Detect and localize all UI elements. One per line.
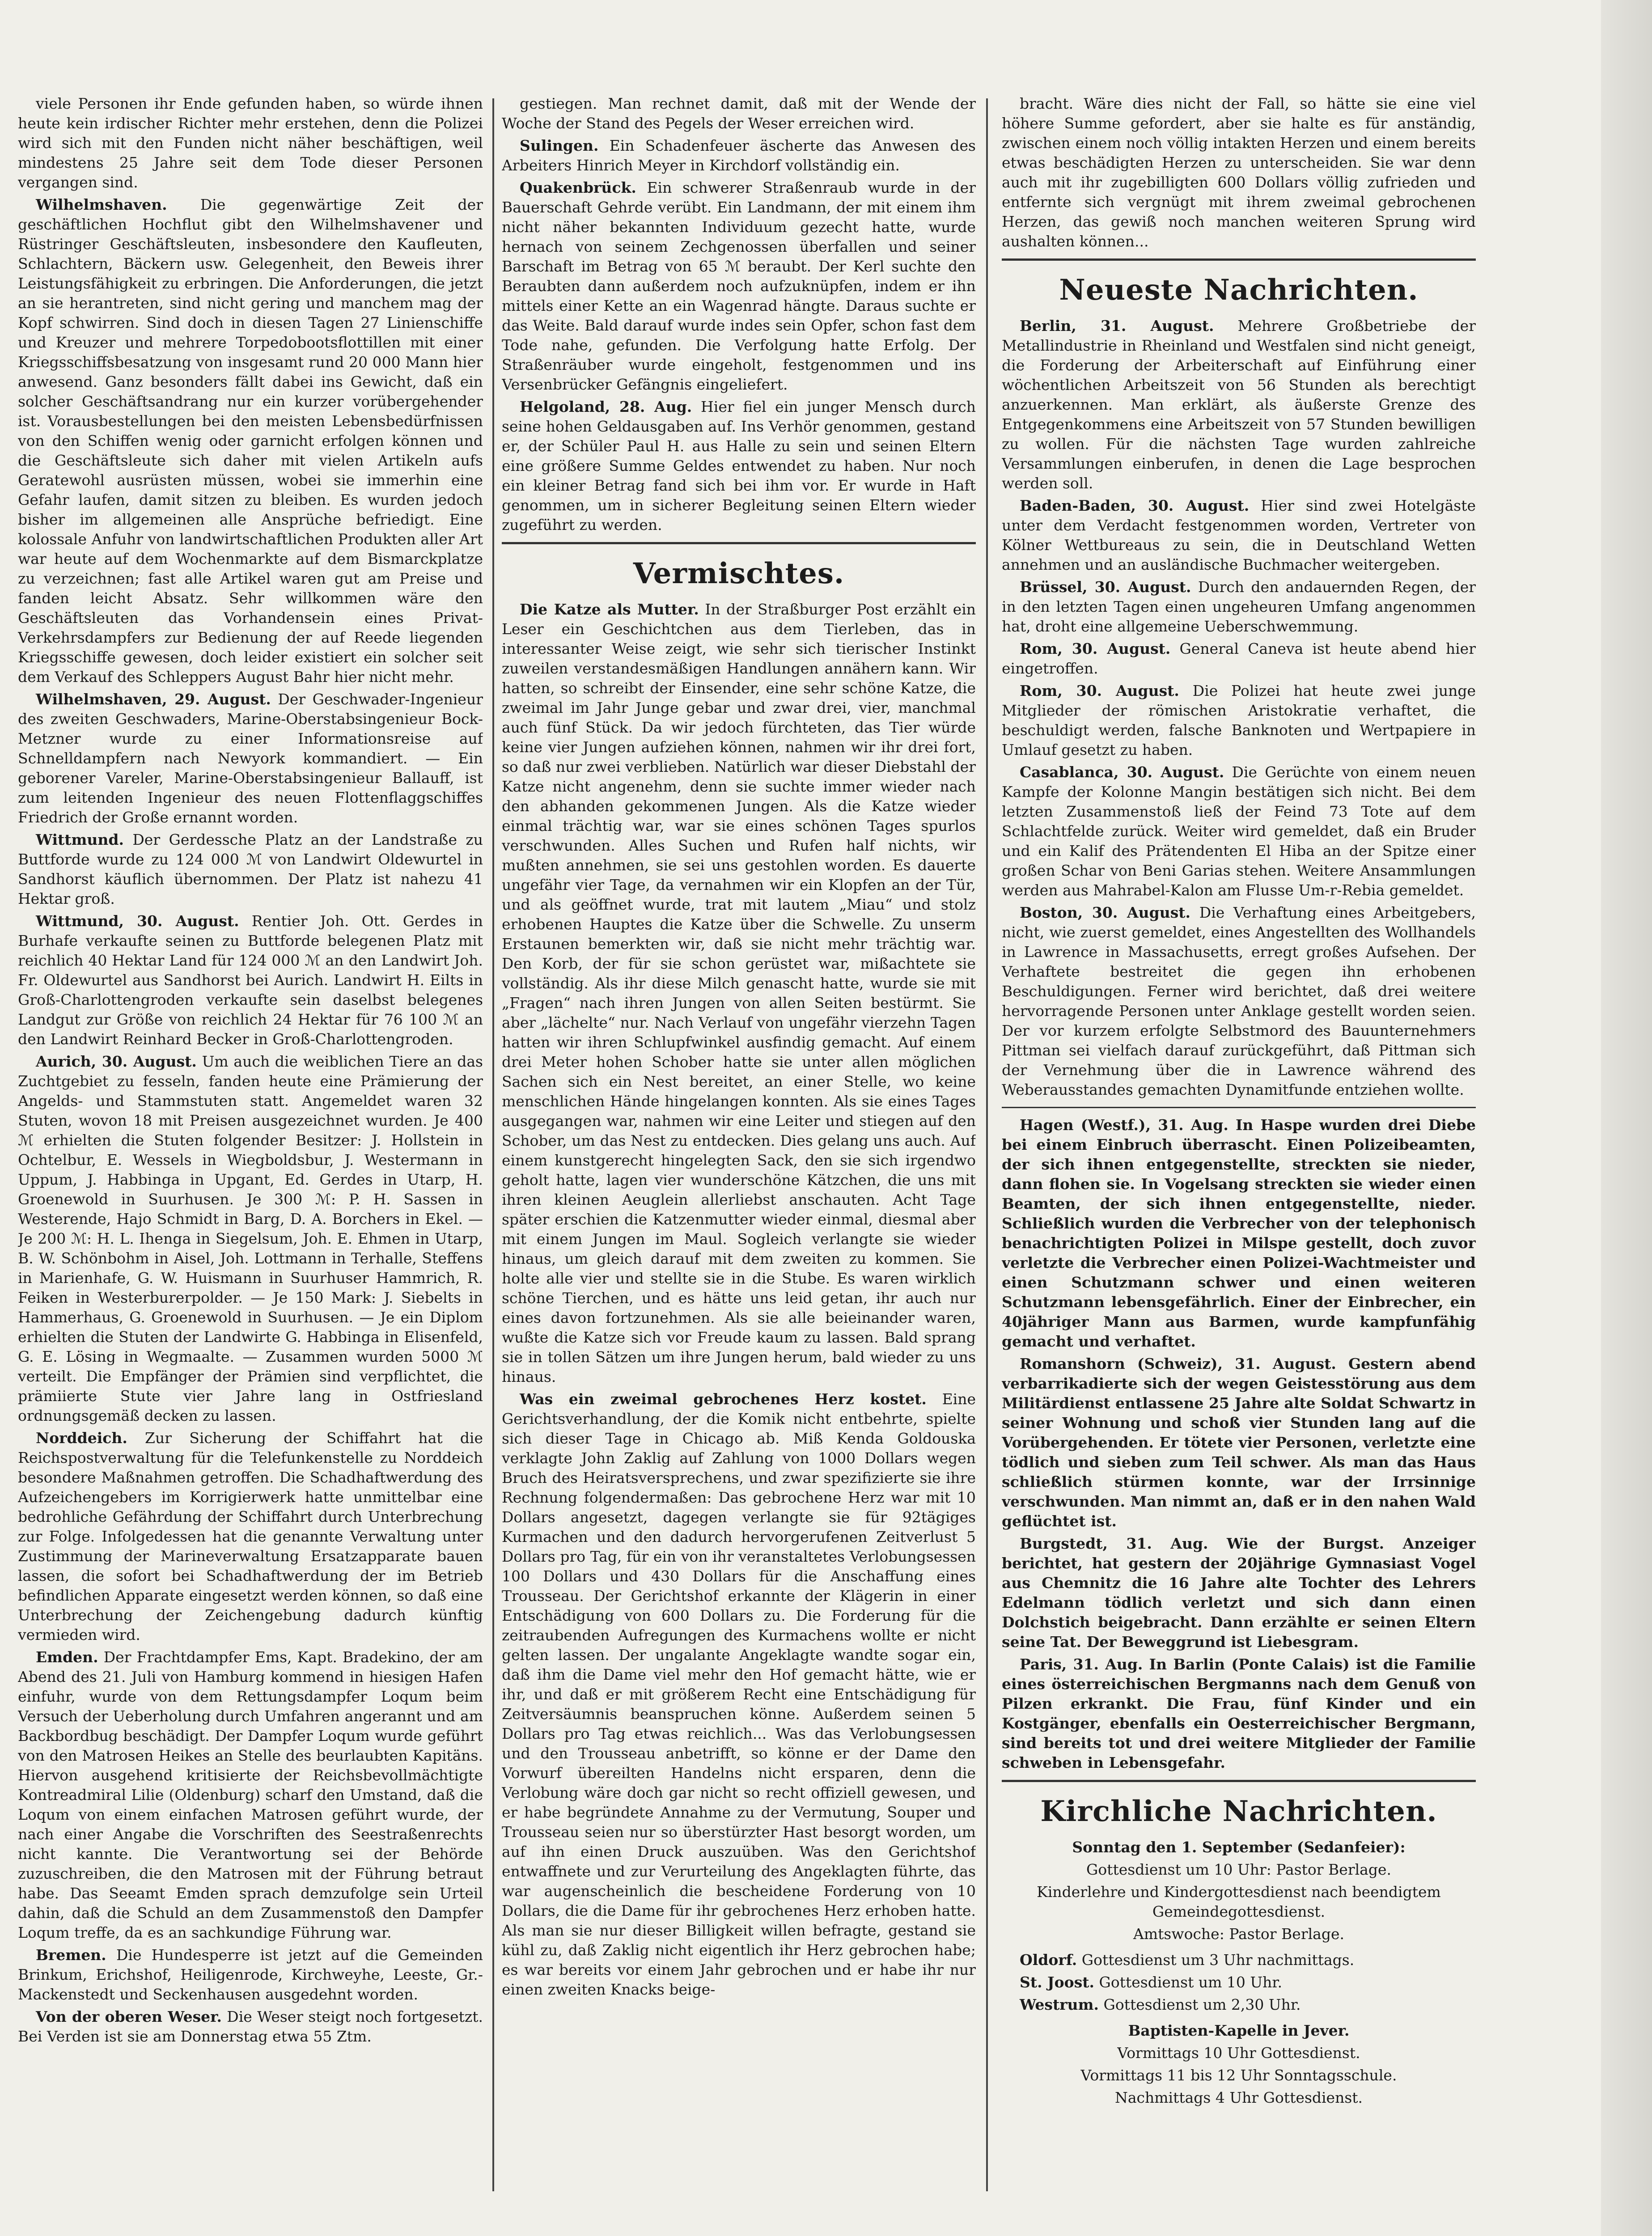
article-text: Die Weser steigt noch fortgesetzt. Bei Verden ist sie am Donnerstag etwa 55 Ztm. <box>18 2008 483 2045</box>
article-text: Ein Schadenfeuer äscherte das Anwesen des Arbeiters Hinrich Meyer in Kirchdorf vollständig ein. <box>502 137 976 174</box>
article-dateline: Norddeich. <box>36 1429 127 1447</box>
article-paragraph <box>1002 762 1476 900</box>
vermischtes-articles <box>502 600 976 1999</box>
article-text: Durch den andauernden Regen, der in den letzten Tagen einen ungeheuren Umfang angenommen hat, droht eine allgemeine Ueberschwemmung. <box>1002 578 1476 635</box>
article-text: Der Gerdessche Platz an der Landstraße zu Buttforde wurde zu 124 000 ℳ von Landwirt Oldewurtel in Sandhorst käuflich übernommen. Der Platz ist nahezu 41 Hektar groß. <box>18 831 483 907</box>
article-dateline: Sulingen. <box>520 137 599 154</box>
article-paragraph <box>1002 903 1476 1100</box>
article-paragraph <box>502 178 976 394</box>
article-text: In Barlin (Ponte Calais) ist die Familie eines österreichischen Bergmanns nach dem Genuß von Pilzen erkrankt. Die Frau, fünf Kinder und ein Kostgänger, ebenfalls ein Oesterreichischer Bergmann, sind bereits tot und drei weitere Mitglieder der Familie schweben in Lebensgefahr. <box>1002 1656 1476 1771</box>
article-paragraph <box>18 1052 483 1426</box>
section-divider <box>502 542 976 544</box>
article-dateline: Brüssel, 30. August. <box>1020 578 1191 596</box>
article-text: Ein schwerer Straßenraub wurde in der Bauerschaft Gehrde verübt. Ein Landmann, der mit einem ihm nicht näher bekannten Individuum gezecht hatte, wurde hernach von seinem Zechgenossen überfallen und seiner Barschaft im Betrag von 65 ℳ beraubt. Der Kerl suchte den Beraubten dann außerdem noch aufzuknüpfen, indem er ihn mittels einer Kette an ein Wagenrad hängte. Daraus suchte er das Weite. Bald darauf wurde indes sein Opfer, schon fast dem Tode nahe, gefunden. Die Verfolgung hatte Erfolg. Der Straßenräuber wurde eingeholt, festgenommen und ins Versenbrücker Gefängnis eingeliefert. <box>502 179 976 393</box>
article-paragraph <box>502 397 976 535</box>
article-dateline: Wilhelmshaven, 29. August. <box>36 690 271 708</box>
article-dateline: Baden-Baden, 30. August. <box>1020 497 1250 514</box>
service-line: Vormittags 10 Uhr Gottesdienst. <box>1117 2044 1360 2062</box>
column-divider-2 <box>986 98 988 2191</box>
article-paragraph <box>1002 316 1476 493</box>
schedule-row <box>1020 1995 1476 2015</box>
article-text: Hier sind zwei Hotelgäste unter dem Verdacht festgenommen worden, Vertreter von Kölner Wettbureaus zu sein, die in Deutschland Wetten annehmen und an ausländische Buchmacher weitergeben. <box>1002 497 1476 573</box>
article-dateline: Paris, 31. Aug. <box>1020 1656 1143 1673</box>
article-dateline: Aurich, 30. August. <box>36 1053 197 1070</box>
regional-news-continued <box>502 94 976 535</box>
article-dateline: Berlin, 31. August. <box>1020 317 1214 335</box>
article-paragraph <box>1002 94 1476 251</box>
article-paragraph <box>1002 496 1476 575</box>
article-text: Die Gerüchte von einem neuen Kampfe der Kolonne Mangin bestätigen sich nicht. Bei dem letzten Zusammenstoß ließ der Feind 73 Tote auf dem Schlachtfelde zurück. Weiter wird gemeldet, daß ein Bruder und ein Kalif des Prätendenten El Hiba an der Spitze einer großen Schar von Beni Garias stehen. Weitere Ansammlungen werden aus Mahrabel-Kalon am Flusse Um-r-Rebia gemeldet. <box>1002 763 1476 899</box>
article-text: bracht. Wäre dies nicht der Fall, so hätte sie eine viel höhere Summe gefordert, aber sie halte es für anständig, zwischen einem noch völlig intakten Herzen und einem bereits etwas beschädigten Herzen zu unterscheiden. Sie war denn auch mit ihr zugebilligten 600 Dollars völlig zufrieden und entfernte sich vergnügt mit ihrem zweimal gebrochenen Herzen, das gewiß noch manchen weiteren Sprung wird aushalten können... <box>1002 95 1476 250</box>
article-text: In der Straßburger Post erzählt ein Leser ein Geschichtchen aus dem Tierleben, das in interessanter Weise zeigt, wie sehr sich tierischer Instinkt zuweilen verstandesmäßigen Handlungen annähern kann. Wir hatten, so schreibt der Einsender, eine sehr schöne Katze, die zweimal im Jahr Junge gebar und zwar drei, vier, manchmal auch fünf Stück. Da wir jedoch fürchteten, das Tier würde keine vier Jungen aufziehen können, nahmen wir ihr drei fort, so daß nur zwei verblieben. Natürlich war dieser Diebstahl der Katze nicht angenehm, denn sie suchte immer wieder nach den abhanden gekommenen Jungen. Als die Katze wieder einmal trächtig war, war sie eines schönen Tages spurlos verschwunden. Alles Suchen und Rufen half nichts, wir mußten annehmen, sie sei uns gestohlen worden. Es dauerte ungefähr vier Tage, da vernahmen wir ein Klopfen an der Tür, und als geöffnet wurde, trat mit lautem „Miau“ und stolz erhobenen Hauptes die Katze über die Schwelle. Zu unserm Erstaunen bemerkten wir, daß sie nicht mehr trächtig war. Den Korb, der für sie schon gerüstet war, mißachtete sie vollständig. Als ihr diese Milch genascht hatte, wurde sie mit „Fragen“ nach ihren Jungen von allen Seiten bestürmt. Sie aber „lächelte“ nur. Nach Verlauf von ungefähr vierzehn Tagen hatten wir ihren Schlupfwinkel ausfindig gemacht. Auf einem drei Meter hohen Schober hatte sie unter allen möglichen Sachen sich ein Nest bereitet, an einer Stelle, wo keine menschlichen Hände hingelangen konnten. Als sie eines Tages ausgegangen war, nahmen wir eine Leiter und stiegen auf den Schober, um das Nest zu entdecken. Dies gelang uns auch. Auf einem kunstgerecht hingelegten Sack, den sie sich irgendwo geholt hatte, lagen vier wunderschöne Kätzchen, die uns mit ihren kleinen Aeuglein allerliebst anschauten. Acht Tage später erschien die Katzenmutter wieder einmal, diesmal aber mit einem Jungen im Maul. Sogleich verlangte sie wieder hinaus, um gleich darauf mit dem zweiten zu kommen. Sie holte alle vier und stellte sie in die Stube. Es waren wirklich schöne Tierchen, und es hätte uns leid getan, ihr auch nur eines davon fortzunehmen. Als sie alle beieinander waren, wußte die Katze sich vor Freude kaum zu lassen. Bald sprang sie in tollen Sätzen um ihre Jungen herum, bald wieder zu uns hinaus. <box>502 601 976 1385</box>
schedule-time: Gottesdienst um 2,30 Uhr. <box>1098 1996 1301 2013</box>
article-text: Gestern abend verbarrikadierte sich der wegen Geistesstörung aus dem Militärdienst entlassene 25 Jahre alte Soldat Schwartz in seiner Wohnung und schoß vier Stunden lang auf die Vorübergehenden. Er tötete vier Personen, verletzte eine tödlich und sieben zum Teil schwer. Als man das Haus schließlich stürmen konnte, war der Irrsinnige verschwunden. Man nimmt an, daß er in den nahen Wald geflüchtet ist. <box>1002 1355 1476 1530</box>
service-line: Nachmittags 4 Uhr Gottesdienst. <box>1114 2089 1363 2106</box>
schedule-time: Gottesdienst um 3 Uhr nachmittags. <box>1077 1951 1355 1969</box>
section-divider <box>1002 258 1476 261</box>
article-paragraph <box>1002 1534 1476 1652</box>
article-paragraph <box>1002 1655 1476 1773</box>
article-text: Um auch die weiblichen Tiere an das Zuchtgebiet zu fesseln, fanden heute eine Prämierung der Angelds- und Stammstuten statt. Angemeldet waren 32 Stuten, wovon 18 mit Preisen ausgezeichnet wurden. Je 400 ℳ erhielten die Stuten folgender Besitzer: J. Hollstein in Ochtelbur, E. Wessels in Wiegboldsbur, J. Westermann in Uppum, J. Habbinga in Upgant, Ed. Gerdes in Utarp, H. Groenewold in Suurhusen. Je 300 ℳ: P. H. Sassen in Westerende, Hajo Schmidt in Barg, D. A. Borchers in Ekel. — Je 200 ℳ: H. L. Ihenga in Siegelsum, Joh. E. Ehmen in Utarp, B. W. Schönbohm in Aisel, Joh. Lottmann in Terhalle, Steffens in Marienhafe, G. W. Huismann in Suurhuser Hammrich, R. Feiken in Westerburerpolder. — Je 150 Mark: J. Siebelts in Hammerhaus, G. Groenewold in Suurhusen. — Je ein Diplom erhielten die Stuten der Landwirte G. Habbinga in Elisenfeld, G. E. Lösing in Wegmaalte. — Zusammen wurden 5000 ℳ verteilt. Die Empfänger der Prämien sind verpflichtet, die prämiierte Stute vier Jahre lang in Ostfriesland ordnungsgemäß decken zu lassen. <box>18 1053 483 1424</box>
article-paragraph <box>18 911 483 1049</box>
schedule-row <box>1020 1950 1476 1970</box>
article-text: Wie der Burgst. Anzeiger berichtet, hat gestern der 20jährige Gymnasiast Vogel aus Chemnitz die 16 Jahre alte Tochter des Lehrers Edelmann tödlich verletzt und sich dann einen Dolchstich beigebracht. Dann erzählte er seinen Eltern seine Tat. Der Beweggrund ist Liebesgram. <box>1002 1535 1476 1651</box>
article-paragraph <box>18 830 483 909</box>
article-text: Eine Gerichtsverhandlung, der die Komik nicht entbehrte, spielte sich dieser Tage in Chicago ab. Miß Kenda Goldouska verklagte John Zaklig auf Zahlung von 1000 Dollars wegen Bruch des Heiratsversprechens, und zwar spezifizierte sie ihre Rechnung folgendermaßen: Das gebrochene Herz war mit 10 Dollars angesetzt, dagegen verlangte sie für 92tägiges Kurmachen und den dadurch hervorgerufenen Zeitverlust 5 Dollars pro Tag, für ein von ihr veranstaltetes Verlobungsessen 100 Dollars und 430 Dollars für die Anschaffung eines Trousseau. Der Gerichtshof erkannte der Klägerin in einer Entschädigung von 600 Dollars zu. Die Forderung für die zeitraubenden Aufregungen des Kurmachens wollte er nicht gelten lassen. Der ungalante Angeklagte wandte sogar ein, daß ihm die Dame viel mehr den Hof gemacht hätte, wie er ihr, und daß er mit größerem Recht eine Entschädigung für Zeitversäumnis beanspruchen könne. Außerdem seinen 5 Dollars pro Tag etwas reichlich... Was das Verlobungsessen und den Trousseau anbetrifft, so könne er der Dame den Vorwurf übereilten Handelns nicht ersparen, denn die Verlobung wäre doch gar nicht so recht offiziell gewesen, und er habe begründete Annahme zu der Vermutung, Souper und Trousseau seien nur so überstürzter Hast besorgt worden, um auf ihn einen Druck auszuüben. Was den Gerichtshof entwaffnete und zur Verurteilung des Angeklagten führte, das war augenscheinlich die bescheidene Forderung von 10 Dollars, die die Dame für ihr gebrochenes Herz erhoben hatte. Als man sie nur dieser Billigkeit willen befragte, gestand sie kühl zu, daß Zaklig nicht eigentlich ihr Herz gebrochen habe; es war bereits vor einem Jahr gebrochen und er habe ihr nur einen zweiten Knacks beige- <box>502 1390 976 1998</box>
article-dateline: Hagen (Westf.), 31. Aug. <box>1020 1116 1228 1134</box>
page-edge <box>1601 0 1652 2236</box>
article-dateline: Boston, 30. August. <box>1020 904 1191 921</box>
article-paragraph <box>18 195 483 687</box>
article-continued <box>1002 94 1476 251</box>
article-paragraph <box>18 690 483 827</box>
article-dateline: Casablanca, 30. August. <box>1020 763 1224 781</box>
article-paragraph <box>18 1428 483 1645</box>
article-paragraph <box>1002 639 1476 678</box>
section-divider <box>1002 1107 1476 1108</box>
article-paragraph <box>502 1389 976 1999</box>
article-text: General Caneva ist heute abend hier eingetroffen. <box>1002 640 1476 677</box>
service-line: Amtswoche: Pastor Berlage. <box>1133 1925 1344 1943</box>
article-text: Die gegenwärtige Zeit der geschäftlichen Hochflut gibt den Wilhelmshavener und Rüstringer Geschäftsleuten, insbesondere den Kaufleuten, Schlachtern, Bäckern usw. Gelegenheit, den Beweis ihrer Leistungsfähigkeit zu erbringen. Die Anforderungen, die jetzt an sie herantreten, sind nicht gering und manchem mag der Kopf schwirren. Sind doch in diesen Tagen 27 Linienschiffe und Kreuzer und mehrere Torpedobootsflottillen mit einer Kriegsschiffsbesatzung von insgesamt rund 20 000 Mann hier anwesend. Ganz besonders fällt dabei ins Gewicht, daß ein solcher Geschäftsandrang nur ein kurzer vorübergehender ist. Vorausbestellungen bei den meisten Lebensbedürfnissen von den Schiffen wenig oder garnicht erfolgen können und die Geschäftsleute sich daher mit vielen Artikeln aufs Geratewohl ausrüsten müssen, wobei sie immerhin eine Gefahr laufen, damit sitzen zu bleiben. Es wurden jedoch bisher im allgemeinen alle Ansprüche befriedigt. Eine kolossale Anfuhr von landwirtschaftlichen Produkten aller Art war heute auf dem Wochenmarkte auf dem Bismarckplatze zu verzeichnen; fast alle Artikel waren gut am Preise und fanden leicht Absatz. Sehr willkommen wäre den Geschäftsleuten das Vorhandensein eines Privat-Verkehrsdampfers zur Bedienung der auf Reede liegenden Kriegsschiffe gewesen, doch leider existiert ein solcher seit dem Verkauf des Schleppers August Bahr hier nicht mehr. <box>18 196 483 686</box>
article-dateline: Von der oberen Weser. <box>36 2008 222 2025</box>
article-text: Die Hundesperre ist jetzt auf die Gemeinden Brinkum, Erichshof, Heiligenrode, Kirchweyhe, Leeste, Gr.-Mackenstedt und Seckenhausen ausgedehnt worden. <box>18 1946 483 2003</box>
section-title-kirchliche: Kirchliche Nachrichten. <box>1040 1795 1437 1828</box>
latest-news-articles <box>1002 316 1476 1100</box>
article-dateline: Wilhelmshaven. <box>36 196 167 213</box>
article-text: gestiegen. Man rechnet damit, daß mit der Wende der Woche der Stand des Pegels der Weser erreichen wird. <box>502 95 976 132</box>
article-paragraph <box>1002 1115 1476 1351</box>
baptist-title: Baptisten-Kapelle in Jever. <box>1128 2022 1350 2039</box>
article-text: viele Personen ihr Ende gefunden haben, so würde ihnen heute kein irdischer Richter mehr erstehen, denn die Polizei wird sich mit den Funden nicht näher beschäftigen, weil mindestens 25 Jahre seit dem Tode dieser Personen vergangen sind. <box>18 95 483 191</box>
article-text: Die Polizei hat heute zwei junge Mitglieder der römischen Aristokratie verhaftet, die beschuldigt werden, falsche Banknoten und Wertpapiere in Umlauf gesetzt zu haben. <box>1002 682 1476 758</box>
article-text: Zur Sicherung der Schiffahrt hat die Reichspostverwaltung für die Telefunkenstelle zu Norddeich besondere Maßnahmen getroffen. Die Schadhaftwerdung des Aufzeichengebers im Korrigierwerk hatte unmittelbar eine bedrohliche Gefährdung der Schiffahrt durch Unterbrechung zur Folge. Infolgedessen hat die genannte Verwaltung unter Zustimmung der Marineverwaltung Ersatzapparate bauen lassen, die sofort bei Schadhaftwerdung der im Betrieb befindlichen Apparate eingesetzt werden können, so daß eine Unterbrechung der Zeichengebung dadurch künftig vermieden wird. <box>18 1429 483 1643</box>
article-dateline: Rom, 30. August. <box>1020 682 1179 699</box>
article-dateline: Quakenbrück. <box>520 179 636 196</box>
article-dateline: Wittmund. <box>36 831 124 848</box>
church-subtitle: Sonntag den 1. September (Sedanfeier): <box>1072 1838 1406 1856</box>
section-title-vermischtes: Vermischtes. <box>633 557 845 590</box>
article-dateline: Emden. <box>36 1648 98 1666</box>
article-paragraph <box>18 2007 483 2046</box>
schedule-place: Oldorf. <box>1020 1951 1077 1969</box>
article-text: Der Frachtdampfer Ems, Kapt. Bradekino, der am Abend des 21. Juli von Hamburg kommend in hiesigen Hafen einfuhr, wurde von dem Rettungsdampfer Loqum beim Versuch der Ueberholung durch Umfahren angerannt und am Backbordbug beschädigt. Der Dampfer Loqum wurde geführt von den Matrosen Heikes an Stelle des beurlaubten Kapitäns. Hiervon ausgehend kritisierte der Reichsbevollmächtigte Kontreadmiral Lilie (Oldenburg) scharf den Umstand, daß die Loqum von einem einfachen Matrosen geführt wurde, der nach einer Angabe die Vorschriften des Seestraßenrechts nicht kannte. Die Verantwortung sei der Behörde zuzuschreiben, die den Matrosen mit der Führung betraut habe. Das Seeamt Emden sprach demzufolge sein Urteil dahin, daß die Schuld an dem Zusammenstoß den Dampfer Loqum treffe, da es an sachkundige Führung war. <box>18 1648 483 1941</box>
article-text: Rentier Joh. Ott. Gerdes in Burhafe verkaufte seinen zu Buttforde belegenen Platz mit reichlich 40 Hektar Land für 124 000 ℳ an den Landwirt Joh. Fr. Oldewurtel aus Sandhorst bei Aurich. Landwirt H. Eilts in Groß-Charlottengroden verkaufte sein daselbst belegenes Landgut zur Größe von reichlich 24 Hektar für 76 100 ℳ an den Landwirt Reinhard Becker in Groß-Charlottengroden. <box>18 912 483 1048</box>
schedule-place: St. Joost. <box>1020 1973 1094 1991</box>
bold-news-articles <box>1002 1115 1476 1773</box>
article-dateline: Was ein zweimal gebrochenes Herz kostet. <box>520 1390 927 1408</box>
article-dateline: Wittmund, 30. August. <box>36 912 239 930</box>
article-text: In Haspe wurden drei Diebe bei einem Einbruch überrascht. Einen Polizeibeamten, der sich ihnen entgegenstellte, streckten sie nieder, dann flohen sie. In Vogelsang streckten sie wieder einen Beamten, der sich ihnen entgegenstellte, nieder. Schließlich wurden die Verbrecher von der telephonisch benachrichtigten Polizei in Milspe gestellt, doch zuvor verletzte die Verbrecher einen Polizei-Wachtmeister und einen Schutzmann schwer und einen weiteren Schutzmann lebensgefährlich. Einer der Einbrecher, ein 40jähriger Mann aus Barmen, wurde kampfunfähig gemacht und verhaftet. <box>1002 1116 1476 1350</box>
service-line: Gottesdienst um 10 Uhr: Pastor Berlage. <box>1086 1861 1391 1878</box>
article-paragraph <box>502 600 976 1387</box>
article-paragraph <box>502 94 976 133</box>
service-line: Vormittags 11 bis 12 Uhr Sonntagsschule. <box>1080 2067 1397 2084</box>
church-service-lines <box>1002 1860 1476 1944</box>
section-title-neueste: Neueste Nachrichten. <box>1059 273 1419 307</box>
article-dateline: Bremen. <box>36 1946 106 1964</box>
schedule-place: Westrum. <box>1020 1996 1099 2013</box>
baptist-service-lines <box>1002 2043 1476 2108</box>
article-paragraph <box>1002 577 1476 636</box>
column-3 <box>1002 94 1476 2205</box>
church-schedule <box>1020 1950 1476 2015</box>
column-2 <box>502 94 976 2205</box>
article-text: Die Verhaftung eines Arbeitgebers, nicht, wie zuerst gemeldet, eines Angestellten des Wollhandels in Lawrence in Massachusetts, erregt großes Aufsehen. Der Verhaftete bestreitet die gegen ihn erhobenen Beschuldigungen. Ferner wird berichtet, daß drei weitere hervorragende Personen unter Anklage gestellt worden seien. Der vor kurzem erfolgte Selbstmord des Bauunternehmers Pittman sei vielfach darauf zurückgeführt, daß Pittman sich der Vernehmung über die in Lawrence während des Weberausstandes gemachten Dynamitfunde entziehen wollte. <box>1002 904 1476 1098</box>
article-dateline: Helgoland, 28. Aug. <box>520 398 692 415</box>
article-paragraph <box>18 1647 483 1943</box>
column-1 <box>18 94 483 2205</box>
article-dateline: Romanshorn (Schweiz), 31. August. <box>1020 1355 1336 1372</box>
article-paragraph <box>502 136 976 175</box>
service-line: Kinderlehre und Kindergottesdienst nach beendigtem Gemeindegottesdienst. <box>1037 1883 1441 1920</box>
article-dateline: Die Katze als Mutter. <box>520 601 699 618</box>
article-text: Der Geschwader-Ingenieur des zweiten Geschwaders, Marine-Oberstabsingenieur Bock-Metzner wurde zu einer Informationsreise auf Schnelldampfern nach Newyork kommandiert. — Ein geborener Vareler, Marine-Oberstabsingenieur Ballauff, ist zum leitenden Ingenieur des neuen Flottenflaggschiffes Friedrich der Große ernannt worden. <box>18 690 483 826</box>
article-text: Hier fiel ein junger Mensch durch seine hohen Geldausgaben auf. Ins Verhör genommen, gestand er, der Schüler Paul H. aus Halle zu sein und seinen Eltern eine größere Summe Geldes entwendet zu haben. Nur noch ein kleiner Betrag fand sich bei ihm vor. Er wurde in Haft genommen, um in sicherer Begleitung seinen Eltern wieder zugeführt zu werden. <box>502 398 976 534</box>
article-paragraph <box>18 94 483 192</box>
article-dateline: Burgstedt, 31. Aug. <box>1020 1535 1208 1552</box>
column-divider-1 <box>492 98 494 2191</box>
article-paragraph <box>1002 1354 1476 1531</box>
schedule-time: Gottesdienst um 10 Uhr. <box>1094 1973 1283 1991</box>
article-paragraph <box>18 1945 483 2004</box>
article-dateline: Rom, 30. August. <box>1020 640 1171 657</box>
schedule-row <box>1020 1973 1476 1992</box>
section-divider <box>1002 1780 1476 1782</box>
article-text: Mehrere Großbetriebe der Metallindustrie in Rheinland und Westfalen sind nicht geneigt, die Forderung der Arbeiterschaft auf Einführung einer wöchentlichen Arbeitszeit von 56 Stunden als berechtigt anzuerkennen. Man erklärt, als äußerste Grenze des Entgegenkommens eine Arbeitszeit von 57 Stunden bewilligen zu wollen. Für die nächsten Tage wurden zahlreiche Versammlungen einberufen, in denen die Lage besprochen werden soll. <box>1002 317 1476 492</box>
article-paragraph <box>1002 681 1476 760</box>
